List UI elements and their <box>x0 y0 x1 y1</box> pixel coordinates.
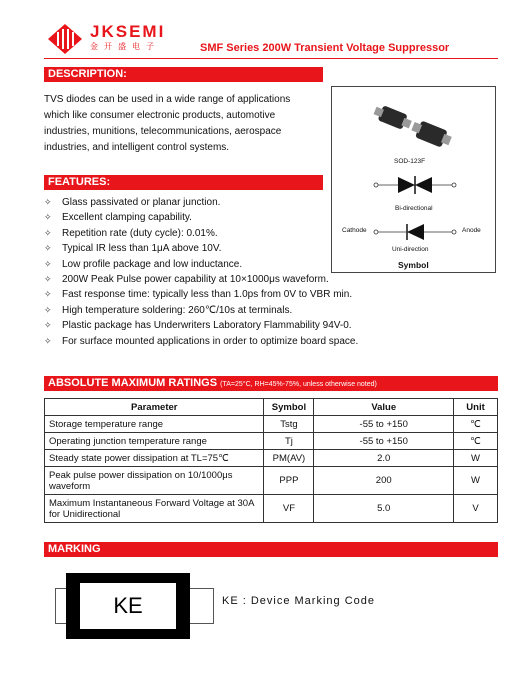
ratings-table <box>44 398 498 523</box>
package-label: SOD-123F <box>394 158 426 165</box>
description-line: industries, munitions, telecommunications, aerospace <box>44 126 282 137</box>
symbol-cell: VF <box>264 495 314 523</box>
unit-cell: V <box>454 495 498 523</box>
feature-item: ✧ Glass passivated or planar junction. <box>44 195 358 210</box>
feature-item: ✧ Excellent clamping capability. <box>44 210 358 225</box>
feature-item: ✧ High temperature soldering: 260℃/10s at terminals. <box>44 303 358 318</box>
diamond-bullet-icon: ✧ <box>44 335 52 346</box>
table-row <box>45 467 498 495</box>
diamond-bullet-icon: ✧ <box>44 320 52 331</box>
parameter-cell: Operating junction temperature range <box>45 433 264 450</box>
ratings-heading: ABSOLUTE MAXIMUM RATINGS (TA=25°C, RH=45%-75%, unless otherwise noted) <box>44 376 498 391</box>
diamond-bullet-icon: ✧ <box>44 227 52 238</box>
jksemi-logo-icon <box>48 24 82 54</box>
column-header: Value <box>314 399 454 416</box>
header-divider <box>44 58 498 59</box>
diamond-bullet-icon: ✧ <box>44 258 52 269</box>
unit-cell: W <box>454 450 498 467</box>
document-title: SMF Series 200W Transient Voltage Suppressor <box>200 42 450 54</box>
parameter-cell: Steady state power dissipation at TL=75℃ <box>45 450 264 467</box>
marking-heading: MARKING <box>44 542 498 557</box>
description-line: which like consumer electronic products, automotive <box>44 110 276 121</box>
diamond-bullet-icon: ✧ <box>44 304 52 315</box>
parameter-cell: Peak pulse power dissipation on 10/1000μs waveform <box>45 467 264 495</box>
table-row <box>45 416 498 433</box>
symbol-label: Symbol <box>398 260 429 270</box>
marking-device-body <box>66 573 190 639</box>
symbol-cell: Tj <box>264 433 314 450</box>
parameter-cell: Storage temperature range <box>45 416 264 433</box>
unit-cell: ℃ <box>454 433 498 450</box>
parameter-cell: Maximum Instantaneous Forward Voltage at 30A for Unidirectional <box>45 495 264 523</box>
symbol-cell: Tstg <box>264 416 314 433</box>
logo-chinese-text: 金开盛电子 <box>90 42 160 51</box>
unidirectional-label: Uni-direction <box>392 246 429 253</box>
column-header: Parameter <box>45 399 264 416</box>
description-line: industries, and intelligent control systems. <box>44 142 230 153</box>
diamond-bullet-icon: ✧ <box>44 212 52 223</box>
bidirectional-diode-icon <box>372 175 458 195</box>
marking-note: KE : Device Marking Code <box>222 595 375 607</box>
unit-cell: ℃ <box>454 416 498 433</box>
diamond-bullet-icon: ✧ <box>44 243 52 254</box>
bidirectional-label: Bi-directional <box>395 205 433 212</box>
feature-item: ✧ Low profile package and low inductance. <box>44 257 358 272</box>
value-cell: -55 to +150 <box>314 433 454 450</box>
value-cell: 5.0 <box>314 495 454 523</box>
diamond-bullet-icon: ✧ <box>44 274 52 285</box>
cathode-label: Cathode <box>342 227 367 234</box>
feature-item: ✧ Plastic package has Underwriters Laboratory Flammability 94V-0. <box>44 318 358 333</box>
feature-item: ✧ Fast response time: typically less than 1.0ps from 0V to VBR min. <box>44 287 358 302</box>
column-header: Unit <box>454 399 498 416</box>
feature-item: ✧ Repetition rate (duty cycle): 0.01%. <box>44 226 358 241</box>
feature-item: ✧ Typical IR less than 1μA above 10V. <box>44 241 358 256</box>
symbol-cell: PM(AV) <box>264 450 314 467</box>
feature-item: ✧ 200W Peak Pulse power capability at 10×1000μs waveform. <box>44 272 358 287</box>
diamond-bullet-icon: ✧ <box>44 289 52 300</box>
unit-cell: W <box>454 467 498 495</box>
value-cell: -55 to +150 <box>314 416 454 433</box>
feature-item: ✧ For surface mounted applications in order to optimize board space. <box>44 334 358 349</box>
table-row <box>45 450 498 467</box>
table-header-row <box>45 399 498 416</box>
features-list <box>44 195 358 349</box>
ratings-condition: (TA=25°C, RH=45%-75%, unless otherwise noted) <box>220 381 377 388</box>
diamond-bullet-icon: ✧ <box>44 197 52 207</box>
symbol-cell: PPP <box>264 467 314 495</box>
logo-text: JKSEMI <box>90 22 166 41</box>
marking-code: KE <box>80 583 176 629</box>
column-header: Symbol <box>264 399 314 416</box>
unidirectional-diode-icon <box>372 222 458 242</box>
anode-label: Anode <box>462 227 481 234</box>
value-cell: 2.0 <box>314 450 454 467</box>
sod-123f-package-icon <box>367 99 459 154</box>
description-text <box>44 92 316 156</box>
table-row <box>45 433 498 450</box>
description-heading: DESCRIPTION: <box>44 67 323 82</box>
table-row <box>45 495 498 523</box>
description-line: TVS diodes can be used in a wide range of applications <box>44 94 291 105</box>
value-cell: 200 <box>314 467 454 495</box>
features-heading: FEATURES: <box>44 175 323 190</box>
